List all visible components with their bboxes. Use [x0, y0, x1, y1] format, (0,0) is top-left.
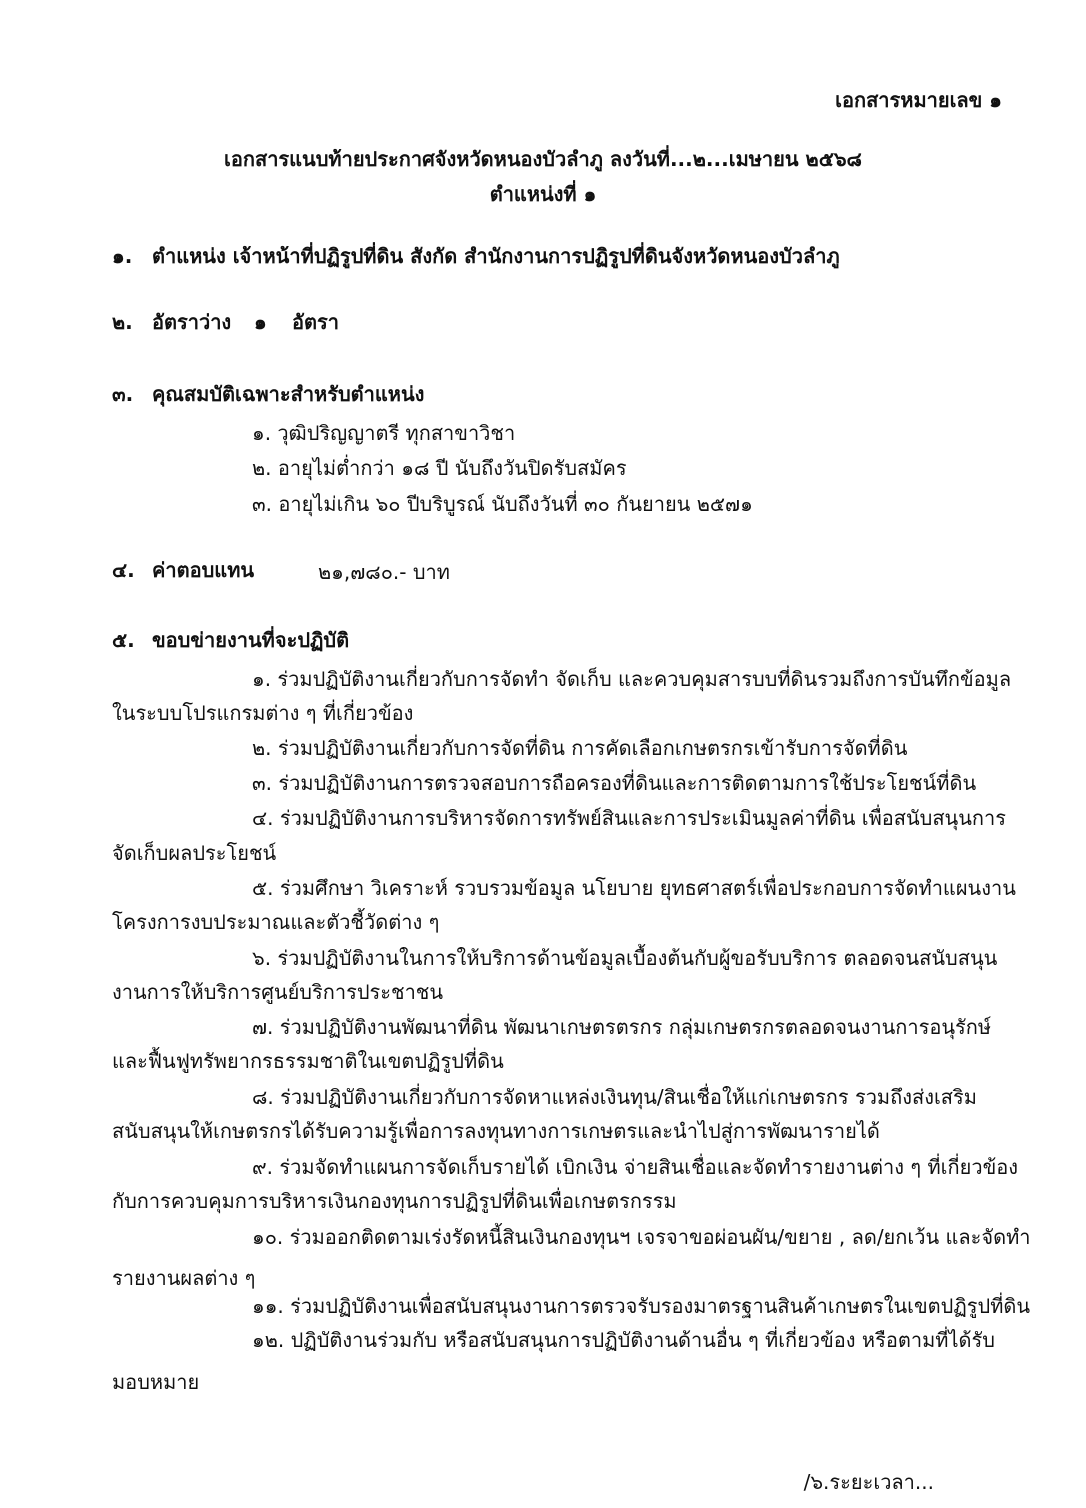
duty-item-continued: โครงการงบประมาณและตัวชี้วัดต่าง ๆ — [112, 910, 440, 934]
duty-item: ๑๒. ปฏิบัติงานร่วมกับ หรือสนับสนุนการปฏิบัติงานด้านอื่น ๆ ที่เกี่ยวข้อง หรือตามที่ได้รับ — [252, 1328, 995, 1352]
duty-item-continued: สนับสนุนให้เกษตรกรได้รับความรู้เพื่อการลงทุนทางการเกษตรและนำไปสู่การพัฒนารายได้ — [112, 1119, 880, 1143]
duty-item-continued: รายงานผลต่าง ๆ — [112, 1266, 256, 1290]
position-number: ตำแหน่งที่ ๑ — [489, 182, 597, 206]
duty-item: ๖. ร่วมปฏิบัติงานในการให้บริการด้านข้อมูลเบื้องต้นกับผู้ขอรับบริการ ตลอดจนสนับสนุน — [252, 946, 998, 970]
duty-item-continued: และฟื้นฟูทรัพยากรธรรมชาติในเขตปฏิรูปที่ดิน — [112, 1049, 504, 1073]
duty-item: ๔. ร่วมปฏิบัติงานการบริหารจัดการทรัพย์สินและการประเมินมูลค่าที่ดิน เพื่อสนับสนุนการ — [252, 806, 1006, 830]
qualification-item: ๒. อายุไม่ต่ำกว่า ๑๘ ปี นับถึงวันปิดรับสมัคร — [252, 456, 627, 480]
duty-item: ๓. ร่วมปฏิบัติงานการตรวจสอบการถือครองที่ดินและการติดตามการใช้ประโยชน์ที่ดิน — [252, 771, 977, 795]
vacancy-count: ๑ — [254, 310, 267, 334]
section-5-heading: ขอบข่ายงานที่จะปฏิบัติ — [152, 628, 350, 652]
document-number: เอกสารหมายเลข ๑ — [835, 88, 1002, 112]
document-title: เอกสารแนบท้ายประกาศจังหวัดหนองบัวลำภู ลงวันที่...๒...เมษายน ๒๕๖๘ — [224, 147, 862, 171]
compensation-label: ค่าตอบแทน — [152, 558, 255, 582]
duty-item-continued: งานการให้บริการศูนย์บริการประชาชน — [112, 980, 444, 1004]
duty-item-continued: กับการควบคุมการบริหารเงินกองทุนการปฏิรูปที่ดินเพื่อเกษตรกรรม — [112, 1189, 677, 1213]
duty-item: ๑๐. ร่วมออกติดตามเร่งรัดหนี้สินเงินกองทุนฯ เจรจาขอผ่อนผัน/ขยาย , ลด/ยกเว้น และจัดทำ — [252, 1225, 1031, 1249]
duty-item: ๙. ร่วมจัดทำแผนการจัดเก็บรายได้ เบิกเงิน จ่ายสินเชื่อและจัดทำรายงานต่าง ๆ ที่เกี่ยวข้อง — [252, 1155, 1019, 1179]
duty-item: ๑. ร่วมปฏิบัติงานเกี่ยวกับการจัดทำ จัดเก็บ และควบคุมสารบบที่ดินรวมถึงการบันทึกข้อมูล — [252, 667, 1012, 691]
duty-item: ๗. ร่วมปฏิบัติงานพัฒนาที่ดิน พัฒนาเกษตรตรกร กลุ่มเกษตรกรตลอดจนงานการอนุรักษ์ — [252, 1015, 992, 1039]
qualification-item: ๑. วุฒิปริญญาตรี ทุกสาขาวิชา — [252, 421, 516, 445]
duty-item-continued: จัดเก็บผลประโยชน์ — [112, 841, 277, 865]
vacancy-unit: อัตรา — [292, 310, 339, 334]
duty-item: ๒. ร่วมปฏิบัติงานเกี่ยวกับการจัดที่ดิน การคัดเลือกเกษตรกรเข้ารับการจัดที่ดิน — [252, 736, 908, 760]
next-page-reference: /๖.ระยะเวลา... — [803, 1470, 934, 1494]
vacancy-label: อัตราว่าง — [152, 310, 232, 334]
duty-item: ๕. ร่วมศึกษา วิเคราะห์ รวบรวมข้อมูล นโยบาย ยุทธศาสตร์เพื่อประกอบการจัดทำแผนงาน — [252, 876, 1016, 900]
section-1-number: ๑. — [112, 244, 133, 268]
section-4-number: ๔. — [112, 558, 135, 582]
section-3-heading: คุณสมบัติเฉพาะสำหรับตำแหน่ง — [152, 382, 425, 406]
duty-item-continued: มอบหมาย — [112, 1370, 200, 1394]
duty-item-continued: ในระบบโปรแกรมต่าง ๆ ที่เกี่ยวข้อง — [112, 701, 414, 725]
duty-item: ๑๑. ร่วมปฏิบัติงานเพื่อสนับสนุนงานการตรวจรับรองมาตรฐานสินค้าเกษตรในเขตปฏิรูปที่ดิน — [252, 1294, 1031, 1318]
qualification-item: ๓. อายุไม่เกิน ๖๐ ปีบริบูรณ์ นับถึงวันที่ ๓๐ กันยายน ๒๕๗๑ — [252, 492, 753, 516]
section-1-position: ตำแหน่ง เจ้าหน้าที่ปฏิรูปที่ดิน สังกัด สำนักงานการปฏิรูปที่ดินจังหวัดหนองบัวลำภู — [152, 244, 840, 268]
section-2-number: ๒. — [112, 310, 133, 334]
section-3-number: ๓. — [112, 382, 134, 406]
section-5-number: ๕. — [112, 628, 135, 652]
duty-item: ๘. ร่วมปฏิบัติงานเกี่ยวกับการจัดหาแหล่งเงินทุน/สินเชื่อให้แก่เกษตรกร รวมถึงส่งเสริม — [252, 1085, 977, 1109]
compensation-value: ๒๑,๗๘๐.- บาท — [318, 560, 450, 584]
